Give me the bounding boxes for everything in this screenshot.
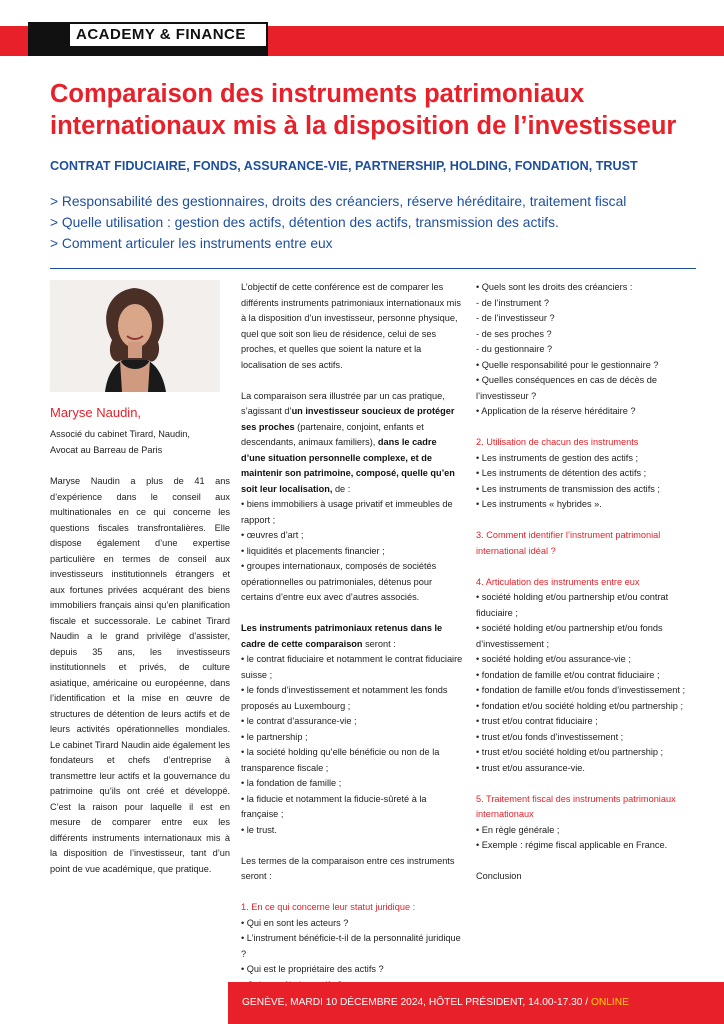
header-red-bar-left	[0, 26, 28, 56]
list-item: • trust et/ou société holding et/ou partnership ;	[476, 747, 664, 757]
list-item: • Les instruments de gestion des actifs ;	[476, 452, 639, 463]
speaker-role-line: Avocat au Barreau de Paris	[50, 445, 163, 455]
intro-bullet: > Responsabilité des gestionnaires, droits des créanciers, réserve héréditaire, traitement fiscal	[50, 194, 627, 209]
list-item: - du gestionnaire ?	[476, 344, 553, 354]
section-heading: 3. Comment identifier l’instrument patrimonial international idéal ?	[476, 530, 661, 556]
list-item: • œuvres d’art ;	[241, 530, 304, 540]
list-item: • le fonds d’investissement et notamment les fonds proposés au Luxembourg ;	[241, 685, 448, 711]
list-item: • Quelle responsabilité pour le gestionnaire ?	[476, 359, 659, 370]
list-item: • biens immobiliers à usage privatif et immeubles de rapport ;	[241, 499, 453, 525]
header-red-bar-right	[268, 26, 724, 56]
section-label: ACADEMY & FINANCE	[70, 24, 266, 46]
speaker-bio: Maryse Naudin a plus de 41 ans d’expérience dans le conseil aux multinationales en ce qui concerne les questions fiscales transfrontalières. Elle dispose également d’une expertise particulière en termes de conseil aux investisseurs institutionnels étrangers et aux fortunes privées acquérant des biens immobiliers français ainsi qu’en planification fiscale et successorale. Le cabinet Tirard Naudin a le grand privilège d’assister, depuis 35 ans, les investisseurs institutionnels et privés, de culture asiatique, américaine ou européenne, dans l’identification et la mise en œuvre de structures de détention de leurs actifs et de leurs activités opérationnelles mondiales. Le cabinet Tirard Naudin aide également les fondateurs et chefs d’entreprise à transmettre leur actifs et la gouvernance du patrimoine qu’ils ont créé et développé. C’est la raison pour laquelle il est en mesure de comparer entre eux les différents instruments internationaux mis à la disposition de l’investisseur, tant d’un point de vue académique, que pratique.	[50, 476, 230, 874]
list-item: - de l’instrument ?	[476, 297, 550, 308]
title-line-1: Comparaison des instruments patrimoniaux	[50, 80, 585, 108]
list-item: • le partnership ;	[241, 731, 308, 742]
content-column-2	[241, 280, 463, 993]
list-item: - de l’investisseur ?	[476, 313, 555, 323]
list-item: • le contrat fiduciaire et notamment le contrat fiduciaire suisse ;	[241, 654, 463, 680]
list-item: • groupes internationaux, composés de sociétés opérationnelles ou patrimoniales, détenus pour certains d’entre eux avec d’autres associés.	[241, 561, 437, 602]
speaker-photo	[50, 280, 220, 392]
content-column-3	[476, 280, 698, 885]
list-item: • société holding et/ou assurance-vie ;	[476, 654, 631, 664]
list-item: - de ses proches ?	[476, 328, 552, 339]
paragraph: Les instruments patrimoniaux retenus dans le cadre de cette comparaison seront :	[241, 623, 443, 649]
list-item: • Exemple : régime fiscal applicable en France.	[476, 840, 668, 850]
speaker-role-line: Associé du cabinet Tirard, Naudin,	[50, 429, 190, 439]
page-subtitle: CONTRAT FIDUCIAIRE, FONDS, ASSURANCE-VIE, PARTNERSHIP, HOLDING, FONDATION, TRUST	[50, 159, 638, 173]
list-item: • Les instruments de transmission des actifs ;	[476, 483, 660, 494]
section-heading: 1. En ce qui concerne leur statut juridique :	[241, 902, 416, 912]
divider	[50, 268, 696, 269]
list-item: • fondation de famille et/ou contrat fiduciaire ;	[476, 669, 660, 680]
intro-bullets	[50, 191, 720, 254]
list-item: • liquidités et placements financier ;	[241, 545, 385, 556]
list-item: • Les instruments de détention des actifs ;	[476, 468, 647, 478]
intro-bullet: > Comment articuler les instruments entre eux	[50, 236, 333, 251]
list-item: • société holding et/ou partnership et/ou contrat fiduciaire ;	[476, 592, 669, 618]
intro-bullet: > Quelle utilisation : gestion des actifs, détention des actifs, transmission des actifs.	[50, 215, 559, 230]
title-line-2: internationaux mis à la disposition de l’investisseur	[50, 112, 677, 140]
list-item: • la fondation de famille ;	[241, 778, 342, 788]
list-item: • Application de la réserve héréditaire ?	[476, 406, 636, 416]
paragraph: Les termes de la comparaison entre ces instruments seront :	[241, 855, 455, 881]
list-item: • trust et/ou assurance-vie.	[476, 762, 585, 773]
online-label: ONLINE	[590, 997, 629, 1008]
section-heading: 4. Articulation des instruments entre eux	[476, 576, 640, 587]
list-item: • fondation de famille et/ou fonds d’investissement ;	[476, 685, 686, 695]
page-title	[50, 78, 710, 142]
list-item: • le trust.	[241, 824, 277, 835]
list-item: • fondation et/ou société holding et/ou partnership ;	[476, 700, 684, 711]
list-item: • trust et/ou fonds d’investissement ;	[476, 731, 624, 742]
list-item: • L’instrument bénéficie-t-il de la personnalité juridique ?	[241, 933, 461, 959]
speaker-role	[50, 426, 220, 458]
list-item: • la fiducie et notamment la fiducie-sûreté à la française ;	[241, 793, 427, 819]
paragraph: La comparaison sera illustrée par un cas pratique, s’agissant d’un investisseur soucieux de protéger ses proches (partenaire, conjoint, enfants et descendants, animaux familiers), dans le cadre d’une situation personnelle complexe, et de maintenir son patrimoine, composé, quelle qu’en soit leur localisation, de :	[241, 390, 455, 494]
list-item: • Quelles conséquences en cas de décès de l’investisseur ?	[476, 375, 657, 401]
list-item: • trust et/ou contrat fiduciaire ;	[476, 716, 598, 726]
speaker-name: Maryse Naudin,	[50, 405, 142, 420]
list-item: • En règle générale ;	[476, 824, 560, 835]
event-details: GENÈVE, MARDI 10 DÉCEMBRE 2024, HÔTEL PRÉSIDENT, 14.00-17.30 /	[242, 997, 591, 1008]
list-item: • Qui en sont les acteurs ?	[241, 917, 349, 928]
list-item: • Les instruments « hybrides ».	[476, 499, 602, 509]
conclusion: Conclusion	[476, 871, 522, 881]
list-item: • société holding et/ou partnership et/ou fonds d’investissement ;	[476, 623, 663, 649]
section-heading: 2. Utilisation de chacun des instruments	[476, 437, 639, 447]
event-footer	[228, 982, 724, 1024]
list-item: • Quels sont les droits des créanciers :	[476, 282, 633, 292]
list-item: • la société holding qu’elle bénéficie ou non de la transparence fiscale ;	[241, 747, 440, 773]
list-item: • Qui est le propriétaire des actifs ?	[241, 964, 384, 974]
list-item: • le contrat d’assurance-vie ;	[241, 716, 357, 726]
section-heading: 5. Traitement fiscal des instruments patrimoniaux internationaux	[476, 793, 676, 819]
paragraph: L’objectif de cette conférence est de comparer les différents instruments patrimoniaux internationaux mis à la disposition d’un investisseur, personne physique, quel que soit son lieu de résidence, celui de ses proches, et quelles que soient la nature et la localisation de ses actifs.	[241, 282, 461, 370]
